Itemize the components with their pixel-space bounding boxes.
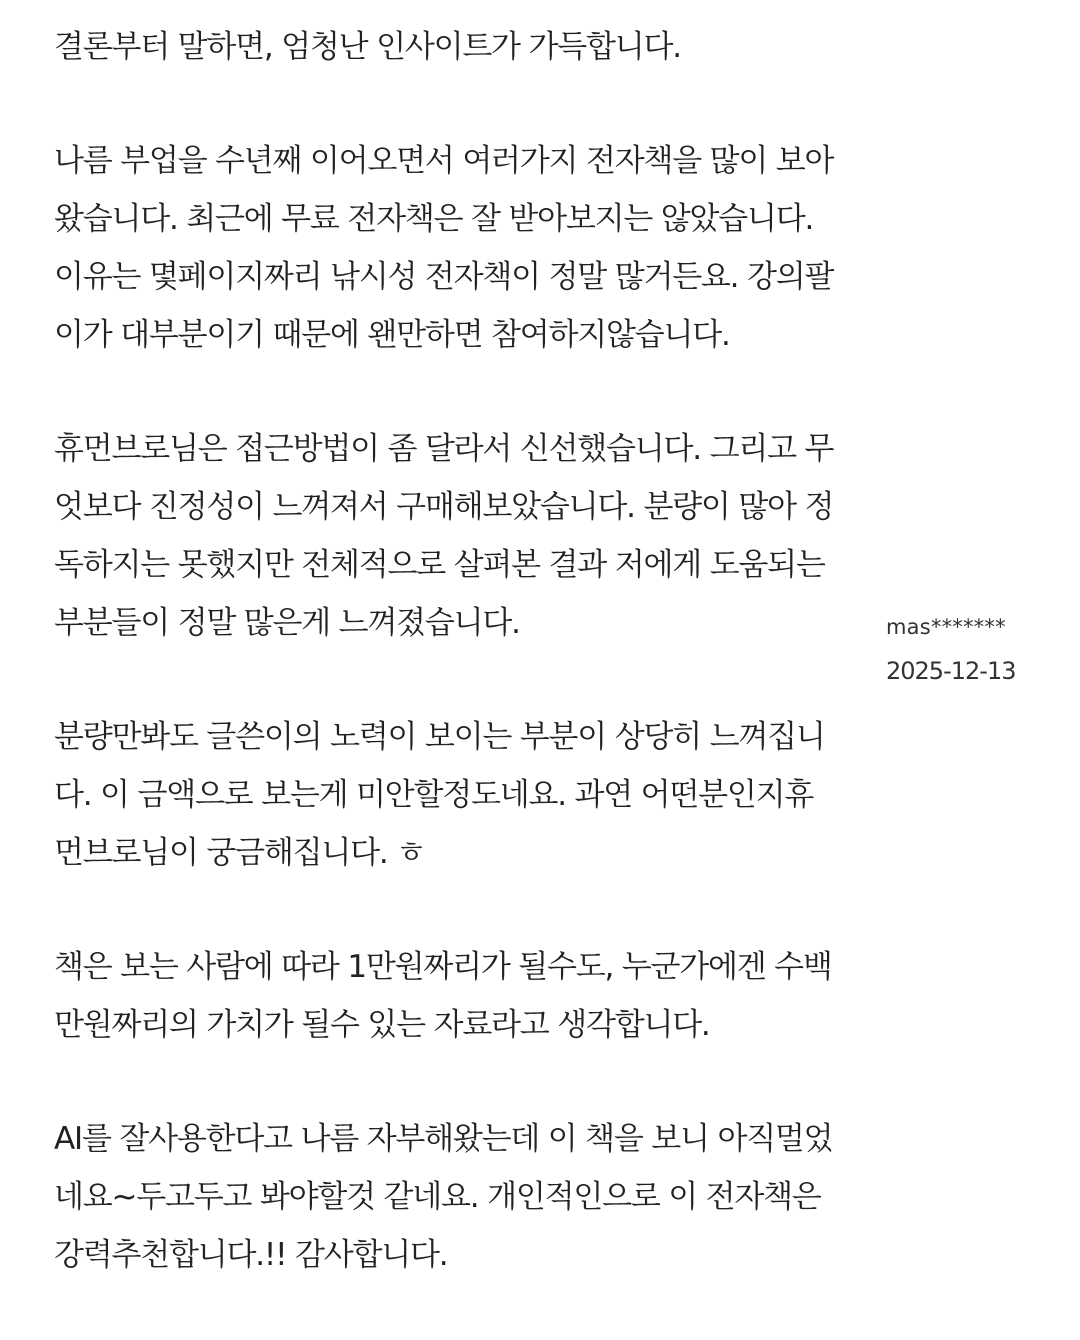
review-line: 엇보다 진정성이 느껴져서 구매해보았습니다. 분량이 많아 정	[54, 489, 834, 525]
review-line: 왔습니다. 최근에 무료 전자책은 잘 받아보지는 않았습니다.	[54, 201, 814, 237]
review-line: 네요~두고두고 봐야할것 같네요. 개인적인으로 이 전자책은	[54, 1179, 821, 1215]
review-paragraph-5	[54, 938, 874, 1054]
review-line: 이가 대부분이기 때문에 왠만하면 참여하지않습니다.	[54, 317, 730, 353]
review-paragraph-2	[54, 132, 874, 364]
review-line: 독하지는 못했지만 전체적으로 살펴본 결과 저에게 도움되는	[54, 547, 825, 583]
review-line: 결론부터 말하면, 엄청난 인사이트가 가득합니다.	[54, 29, 681, 65]
review-line: 만원짜리의 가치가 될수 있는 자료라고 생각합니다.	[54, 1007, 710, 1043]
review-paragraph-6	[54, 1110, 874, 1284]
review-date: 2025-12-13	[886, 657, 1016, 685]
review-paragraph-1	[54, 18, 874, 76]
review-line: 먼브로님이 궁금해집니다. ㅎ	[54, 835, 425, 871]
review-line: 책은 보는 사람에 따라 1만원짜리가 될수도, 누군가에겐 수백	[54, 949, 832, 985]
review-line: 나름 부업을 수년째 이어오면서 여러가지 전자책을 많이 보아	[54, 143, 834, 179]
review-line: AI를 잘사용한다고 나름 자부해왔는데 이 책을 보니 아직멀었	[54, 1121, 833, 1157]
review-line: 휴먼브로님은 접근방법이 좀 달라서 신선했습니다. 그리고 무	[54, 431, 834, 467]
review-paragraph-4	[54, 708, 874, 882]
review-line: 다. 이 금액으로 보는게 미안할정도네요. 과연 어떤분인지휴	[54, 777, 814, 813]
review-line: 분량만봐도 글쓴이의 노력이 보이는 부분이 상당히 느껴집니	[54, 719, 825, 755]
review-line: 이유는 몇페이지짜리 낚시성 전자책이 정말 많거든요. 강의팔	[54, 259, 834, 295]
review-paragraph-3	[54, 420, 874, 652]
review-line: 강력추천합니다.!! 감사합니다.	[54, 1237, 448, 1273]
reviewer-id: mas*******	[886, 615, 1006, 639]
review-line: 부분들이 정말 많은게 느껴졌습니다.	[54, 605, 520, 641]
review-meta	[886, 605, 1066, 693]
review-body	[54, 18, 874, 1340]
